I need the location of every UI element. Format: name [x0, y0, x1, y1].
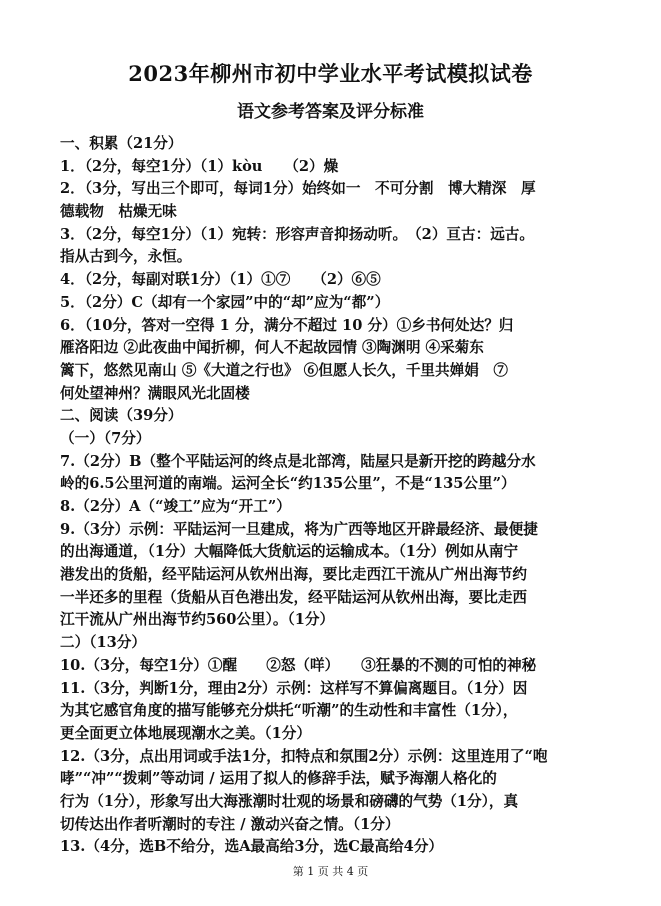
- text-line: 2．（3分，写出三个即可，每词1分）始终如一 不可分割 博大精深 厚: [60, 180, 536, 198]
- text-line: 江干流从广州出海节约560公里）。（1分）: [60, 611, 335, 629]
- text-line: 9.（3分）示例：平陆运河一旦建成，将为广西等地区开辟最经济、最便捷: [60, 520, 538, 538]
- text-line: 3．（2分，每空1分）（1）宛转：形容声音抑扬动听。 （2）亘古：远古。: [60, 225, 534, 243]
- text-line: 岭的6.5公里河道的南端。运河全长“约135公里”，不是“135公里”）: [60, 475, 516, 493]
- text-line: 指从古到今，永恒。: [60, 248, 192, 266]
- document-title: 2023年柳州市初中学业水平考试模拟试卷: [128, 61, 533, 86]
- text-line: 更全面更立体地展现潮水之美。（1分）: [60, 724, 311, 742]
- text-line: 港发出的货船，经平陆运河从钦州出海，要比走西江干流从广州出海节约: [60, 566, 528, 584]
- text-line: 13.（4分，选B不给分，选A最高给3分，选C最高给4分）: [60, 838, 444, 856]
- text-line: 篱下，悠然见南山 ⑤《大道之行也》 ⑥但愿人长久，千里共婵娟 ⑦: [60, 361, 508, 379]
- text-line: 一半还多的里程（货船从百色港出发，经平陆运河从钦州出海，要比走西: [60, 588, 528, 606]
- text-line: 一、积累（21分）: [60, 135, 183, 152]
- page-number: 第 1 页 共 4 页: [292, 865, 369, 878]
- text-line: （一）（7分）: [60, 429, 151, 447]
- text-line: 6．（10分，答对一空得 1 分，满分不超过 10 分）①乡书何处达？归: [60, 316, 514, 334]
- document-subtitle: 语文参考答案及评分标准: [237, 102, 424, 122]
- text-line: 为其它感官角度的描写能够充分烘托“听潮”的生动性和丰富性（1分），: [60, 702, 518, 720]
- text-line: 德载物 枯燥无味: [60, 203, 177, 221]
- text-line: 哮”“冲”“拨刺”等动词 / 运用了拟人的修辞手法，赋予海潮人格化的: [60, 770, 497, 788]
- text-line: 11.（3分，判断1分，理由2分）示例：这样写不算偏离题目。（1分）因: [60, 679, 528, 697]
- text-line: 行为（1分），形象写出大海涨潮时壮观的场景和磅礴的气势（1分），真: [60, 792, 519, 810]
- text-line: 二、阅读（39分）: [60, 407, 183, 425]
- text-line: 12.（3分，点出用词或手法1分，扣特点和氛围2分）示例：这里连用了“咆: [60, 747, 548, 765]
- text-line: 切传达出作者听潮时的专注 / 激动兴奋之情。（1分）: [60, 815, 400, 833]
- text-line: 8.（2分）A（“竣工”应为“开工”）: [60, 498, 291, 515]
- text-line: 雁洛阳边 ②此夜曲中闻折柳，何人不起故园情 ③陶渊明 ④采菊东: [60, 339, 484, 357]
- text-line: 7.（2分）B（整个平陆运河的终点是北部湾，陆屋只是新开挖的跨越分水: [60, 452, 536, 470]
- text-line: 二）（13分）: [60, 634, 146, 652]
- text-line: 1．（2分，每空1分）（1）kòu （2）燥: [60, 157, 339, 175]
- text-line: 5．（2分）C（却有一个家园”中的“却”应为“都”）: [60, 293, 390, 311]
- text-line: 4．（2分，每副对联1分）（1）①⑦ （2）⑥⑤: [60, 271, 381, 289]
- text-line: 何处望神州？满眼风光北固楼: [60, 384, 250, 402]
- answer-content: [60, 133, 612, 859]
- text-line: 的出海通道，（1分）大幅降低大货航运的运输成本。（1分）例如从南宁: [60, 543, 519, 561]
- text-line: 10.（3分，每空1分）①醒 ②怒（咩） ③狂暴的不测的可怕的神秘: [60, 656, 537, 674]
